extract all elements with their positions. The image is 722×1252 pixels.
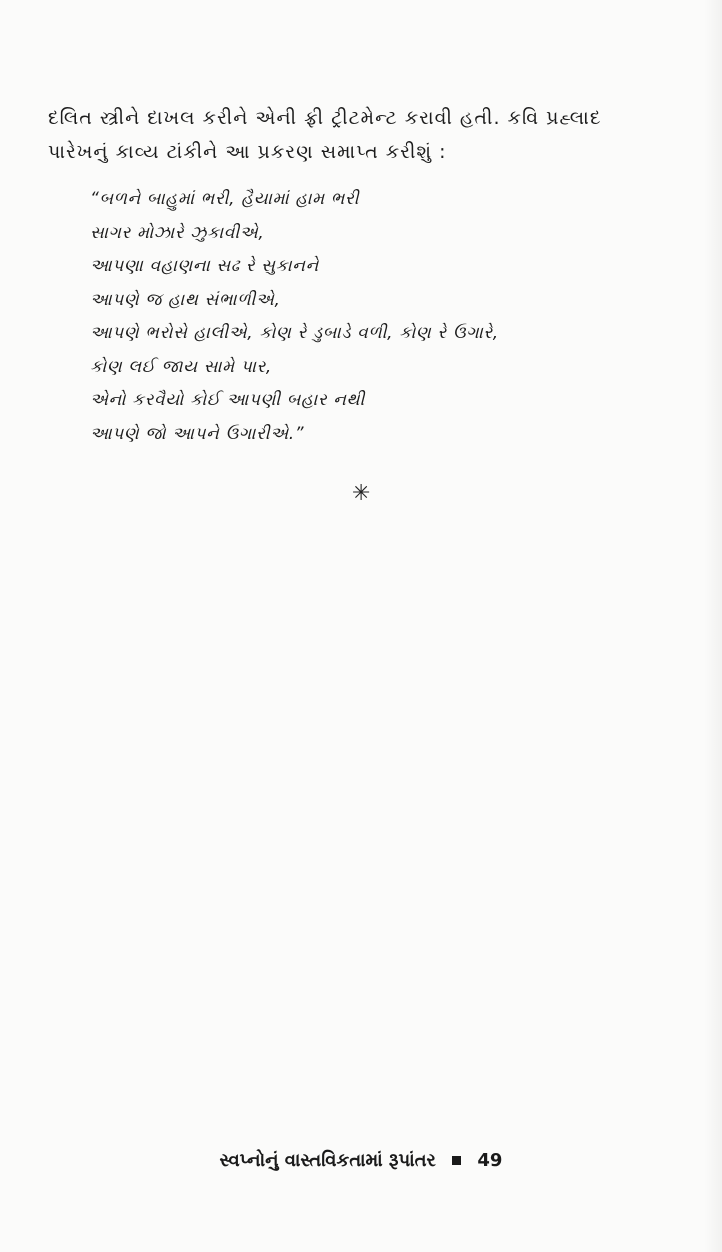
poem-line-1: “બળને બાહુમાં ભરી, હૈયામાં હામ ભરી bbox=[90, 189, 360, 209]
poem-line-8: આપણે જો આપને ઉગારીએ.” bbox=[90, 423, 305, 444]
page-number: 49 bbox=[477, 1150, 503, 1171]
paragraph-line-2: પારેખનું કાવ્ય ટાંકીને આ પ્રકરણ સમાપ્ત કરીશું : bbox=[48, 141, 447, 163]
body-paragraph bbox=[48, 101, 698, 169]
poem-line-4: આપણે જ હાથ સંભાળીએ, bbox=[90, 289, 281, 310]
poem-quote bbox=[90, 183, 690, 451]
asterisk-separator-icon: ✳ bbox=[352, 481, 371, 506]
poem-line-7: એનો કરવૈયો કોઈ આપણી બહાર નથી bbox=[90, 390, 366, 410]
page-edge-shadow bbox=[704, 0, 722, 1252]
footer-title: સ્વપ્નોનું વાસ્તવિકતામાં રૂપાંતર bbox=[219, 1150, 436, 1171]
poem-line-3: આપણા વહાણના સઢ રે સુકાનને bbox=[90, 256, 319, 276]
square-bullet-icon bbox=[452, 1156, 461, 1165]
poem-line-5: આપણે ભરોસે હાલીએ, કોણ રે ડુબાડે વળી, કોણ રે ઉગારે, bbox=[90, 323, 499, 343]
page-footer bbox=[0, 1150, 722, 1171]
poem-line-2: સાગર મોઝારે ઝુકાવીએ, bbox=[90, 222, 265, 243]
paragraph-line-1: દલિત સ્ત્રીને દાખલ કરીને એની ફ્રી ટ્રીટમેન્ટ કરાવી હતી. કવિ પ્રહ્લાદ bbox=[48, 107, 602, 129]
poem-line-6: કોણ લઈ જાય સામે પાર, bbox=[90, 356, 272, 377]
